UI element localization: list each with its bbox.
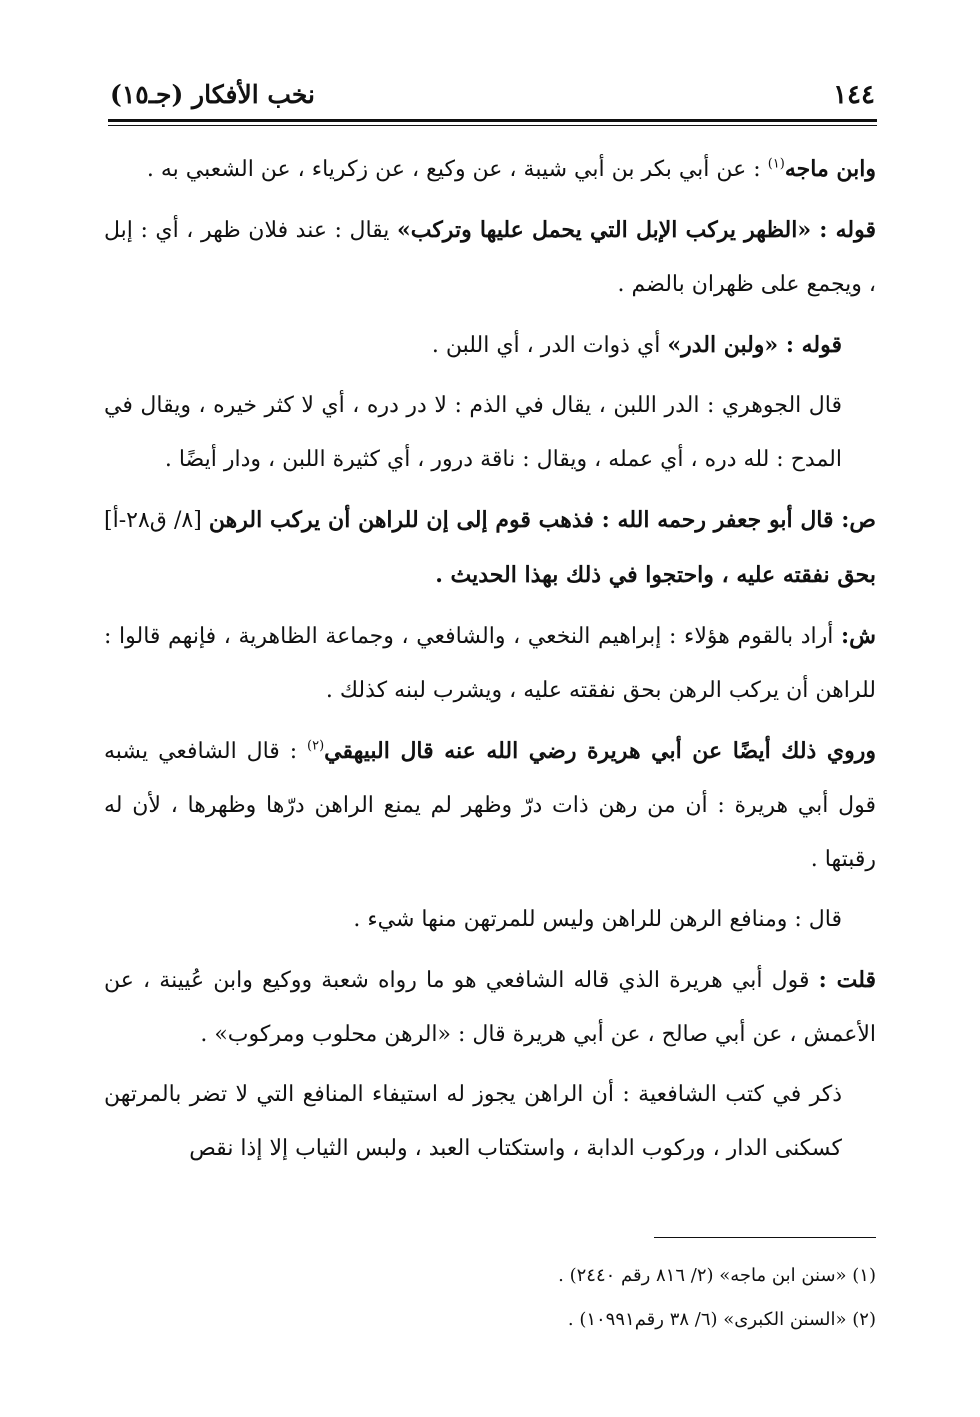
running-title: نخب الأفكار (جـ١٥) xyxy=(110,80,316,109)
paragraph-7 xyxy=(104,724,876,887)
footnote-2: (٢) «السنن الكبرى» (٦/ ٣٨ رقم١٠٩٩١) . xyxy=(567,1309,876,1330)
paragraph-2 xyxy=(104,203,876,312)
paragraph-text: قال الجوهري : الدر اللبن ، يقال في الذم : لا در دره ، أي لا كثر خيره ، ويقال في المدح : لله دره ، أي عمله ، ويقال : ناقة درور ، أي كثيرة اللبن ، ودار أيضًا . xyxy=(104,393,842,472)
page-number: ١٤٤ xyxy=(833,80,875,110)
manuscript-marker: [٨/ ق٢٨-أ] xyxy=(104,508,202,533)
header-rule-thick xyxy=(108,119,877,122)
paragraph-8 xyxy=(104,893,876,947)
page-header xyxy=(110,78,875,118)
paragraph-tail: بحق نفقته عليه ، واحتجوا في ذلك بهذا الحديث . xyxy=(435,562,876,588)
paragraph-9 xyxy=(104,953,876,1062)
paragraph-lead: قوله : «الظهر يركب الإبل التي يحمل عليها وتركب» xyxy=(396,217,877,243)
paragraph-lead: وابن ماجه xyxy=(784,156,876,182)
paragraph-6 xyxy=(104,609,876,718)
header-rule-thin xyxy=(108,125,877,126)
footnote-ref-1: (١) xyxy=(767,156,785,172)
paragraph-text: ذكر في كتب الشافعية : أن الراهن يجوز له استيفاء المنافع التي لا تضر بالمرتهن كسكنى الدار ، وركوب الدابة ، واستكتاب العبد ، ولبس الثياب إلا إذا نقص xyxy=(104,1082,842,1161)
paragraph-10 xyxy=(104,1068,876,1176)
paragraph-1 xyxy=(104,142,876,197)
paragraph-text: أي ذوات الدر ، أي اللبن . xyxy=(431,333,661,358)
paragraph-text: : قال الشافعي يشبه قول أبي هريرة : أن من رهن ذات درّ وظهر لم يمنع الراهن درّها وظهرها ، لأن له رقبتها . xyxy=(104,739,876,872)
footnote-separator xyxy=(654,1237,876,1238)
paragraph-5 xyxy=(104,493,876,603)
paragraph-text: : عن أبي بكر بن أبي شيبة ، عن وكيع ، عن زكرياء ، عن الشعبي به . xyxy=(146,157,761,182)
paragraph-lead: قوله : «ولبن الدر» xyxy=(667,332,842,358)
footnote-1: (١) «سنن ابن ماجه» (٢/ ٨١٦ رقم ٢٤٤٠) . xyxy=(558,1265,876,1286)
paragraph-text: قول أبي هريرة الذي قاله الشافعي هو ما رواه شعبة ووكيع وابن عُيينة ، عن الأعمش ، عن أبي صالح ، عن أبي هريرة قال : «الرهن محلوب ومركوب» . xyxy=(104,968,876,1047)
paragraph-text: قال : ومنافع الرهن للراهن وليس للمرتهن منها شيء . xyxy=(353,907,842,932)
paragraph-lead: وروي ذلك أيضًا عن أبي هريرة رضي الله عنه قال البيهقي xyxy=(324,738,876,764)
paragraph-text: أراد بالقوم هؤلاء : إبراهيم النخعي ، والشافعي ، وجماعة الظاهرية ، فإنهم قالوا : للراهن أن يركب الرهن بحق نفقته عليه ، ويشرب لبنه كذلك . xyxy=(104,624,876,703)
paragraph-lead: ش: xyxy=(841,623,876,649)
footnote-ref-2: (٢) xyxy=(307,738,325,754)
main-text xyxy=(104,142,876,1182)
paragraph-lead: قلت : xyxy=(818,967,877,993)
paragraph-text: يقال : عند فلان ظهر ، أي : إبل ، ويجمع على ظهران بالضم . xyxy=(104,218,876,297)
footnotes xyxy=(104,1254,876,1342)
paragraph-3 xyxy=(104,318,876,373)
paragraph-4 xyxy=(104,379,876,487)
paragraph-lead: ص: قال أبو جعفر رحمه الله : فذهب قوم إلى إن للراهن أن يركب الرهن xyxy=(208,507,876,533)
